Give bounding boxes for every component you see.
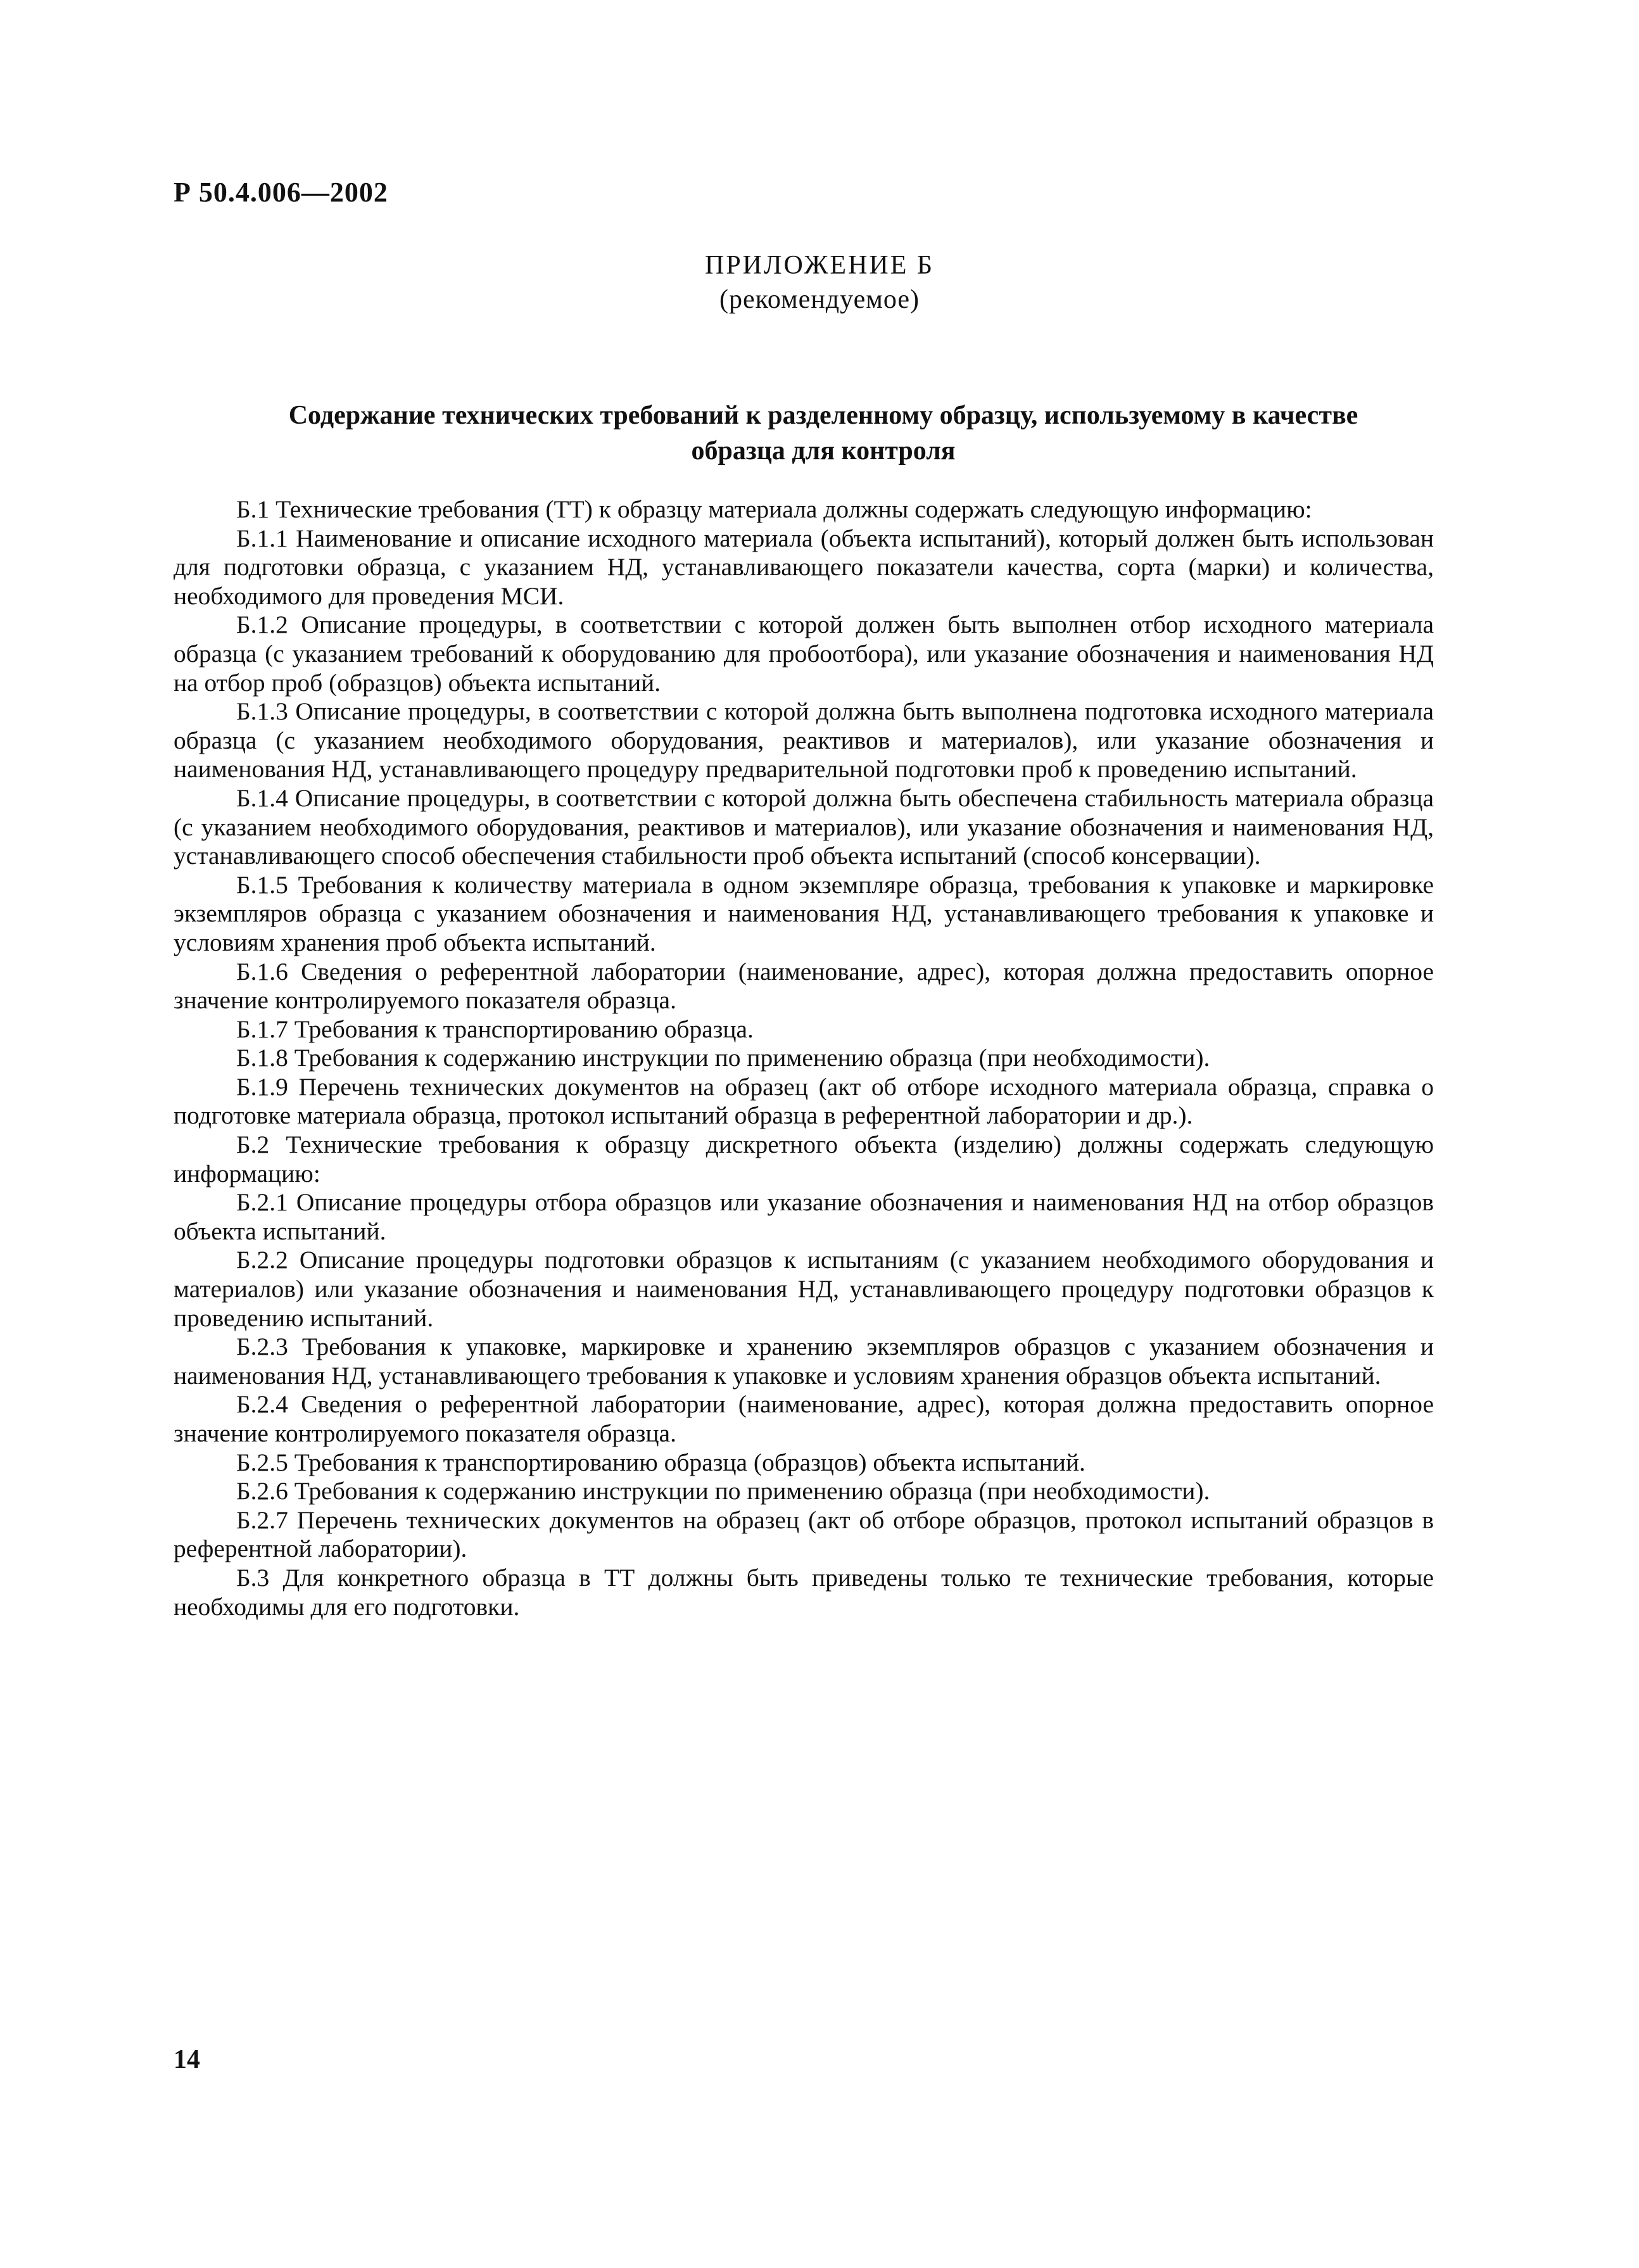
requirements-body [174, 495, 1434, 1621]
paragraph-b1-7: Б.1.7 Требования к транспортированию образца. [236, 1015, 754, 1043]
paragraph-b2: Б.2 Технические требования к образцу дискретного объекта (изделию) должны содержать следующую информацию: [174, 1131, 1434, 1188]
paragraph-b2-5: Б.2.5 Требования к транспортированию образца (образцов) объекта испытаний. [236, 1448, 1085, 1476]
paragraph-b1-8: Б.1.8 Требования к содержанию инструкции по применению образца (при необходимости). [236, 1044, 1210, 1072]
appendix-subtitle: (рекомендуемое) [719, 285, 920, 314]
appendix-title: ПРИЛОЖЕНИЕ Б [704, 251, 934, 280]
paragraph-b2-6: Б.2.6 Требования к содержанию инструкции по применению образца (при необходимости). [236, 1477, 1210, 1505]
paragraph-b2-3: Б.2.3 Требования к упаковке, маркировке и хранению экземпляров образцов с указанием обозначения и наименования НД, устанавливающего требования к упаковке и условиям хранения образцов объекта испытаний. [174, 1333, 1434, 1390]
paragraph-b1-3: Б.1.3 Описание процедуры, в соответствии с которой должна быть выполнена подготовка исходного материала образца (с указанием необходимого оборудования, реактивов и материалов), или указание обозначения и наименования НД, устанавливающего процедуру предварительной подготовки проб к проведению испытаний. [174, 697, 1434, 783]
paragraph-b1-6: Б.1.6 Сведения о референтной лаборатории (наименование, адрес), которая должна предоставить опорное значение контролируемого показателя образца. [174, 957, 1434, 1015]
paragraph-b2-7: Б.2.7 Перечень технических документов на образец (акт об отборе образцов, протокол испытаний образцов в референтной лаборатории). [174, 1505, 1434, 1563]
paragraph-b1-5: Б.1.5 Требования к количеству материала в одном экземпляре образца, требования к упаковке и маркировке экземпляров образца с указанием обозначения и наименования НД, устанавливающего требования к упаковке и условиям хранения проб объекта испытаний. [174, 870, 1434, 956]
paragraph-b1-1: Б.1.1 Наименование и описание исходного материала (объекта испытаний), который должен быть использован для подготовки образца, с указанием НД, устанавливающего показатели качества, сорта (марки) и количества, необходимого для проведения МСИ. [174, 524, 1434, 610]
paragraph-b2-4: Б.2.4 Сведения о референтной лаборатории (наименование, адрес), которая должна предоставить опорное значение контролируемого показателя образца. [174, 1390, 1434, 1447]
paragraph-b1-2: Б.1.2 Описание процедуры, в соответствии с которой должен быть выполнен отбор исходного материала образца (с указанием требований к оборудованию для пробоотбора), или указание обозначения и наименования НД на отбор проб (образцов) объекта испытаний. [174, 611, 1434, 697]
section-heading [241, 398, 1406, 469]
paragraph-b1: Б.1 Технические требования (ТТ) к образцу материала должны содержать следующую информацию: [236, 495, 1312, 523]
paragraph-b2-1: Б.2.1 Описание процедуры отбора образцов или указание обозначения и наименования НД на отбор образцов объекта испытаний. [174, 1188, 1434, 1245]
page-number: 14 [174, 2045, 200, 2074]
appendix-block [0, 248, 1639, 317]
paragraph-b1-9: Б.1.9 Перечень технических документов на образец (акт об отборе исходного материала образца, справка о подготовке материала образца, протокол испытаний образца в референтной лаборатории и др.). [174, 1072, 1434, 1130]
paragraph-b2-2: Б.2.2 Описание процедуры подготовки образцов к испытаниям (с указанием необходимого оборудования и материалов) или указание обозначения и наименования НД, устанавливающего процедуру подготовки образцов к проведению испытаний. [174, 1246, 1434, 1332]
paragraph-b3: Б.3 Для конкретного образца в ТТ должны быть приведены только те технические требования, которые необходимы для его подготовки. [174, 1563, 1434, 1621]
section-heading-line-1: Содержание технических требований к разделенному образцу, используемому в качестве [288, 401, 1358, 430]
section-heading-line-2: образца для контроля [691, 436, 956, 466]
paragraph-b1-4: Б.1.4 Описание процедуры, в соответствии с которой должна быть обеспечена стабильность материала образца (с указанием необходимого оборудования, реактивов и материалов), или указание обозначения и наименования НД, устанавливающего способ обеспечения стабильности проб объекта испытаний (способ консервации). [174, 783, 1434, 870]
document-code: Р 50.4.006—2002 [174, 177, 388, 208]
